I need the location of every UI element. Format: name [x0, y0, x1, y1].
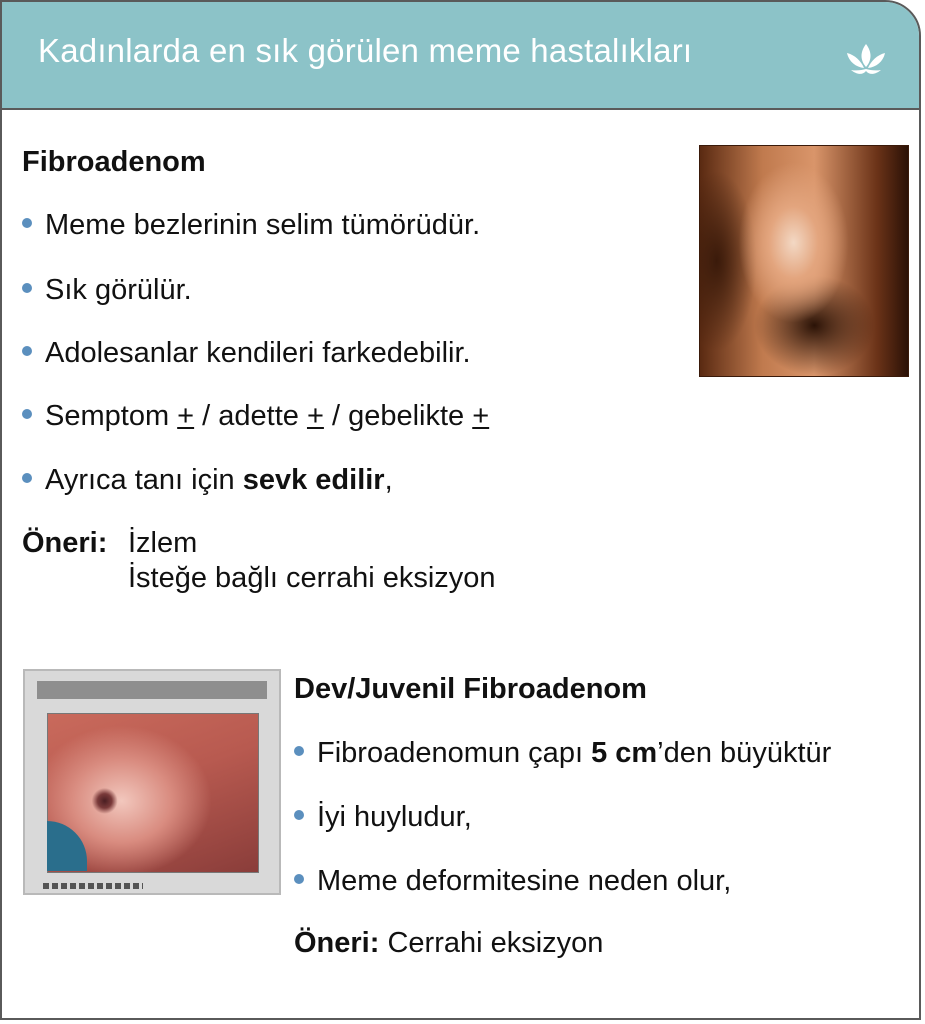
bullet-dot-icon: [294, 874, 304, 884]
section-title-fibroadenom: Fibroadenom: [22, 146, 206, 178]
recommendation-label: Öneri:: [22, 527, 108, 559]
list-item-size: Fibroadenomun çapı 5 cm’den büyüktür: [294, 737, 831, 770]
page-title: Kadınlarda en sık görülen meme hastalıkları: [38, 32, 693, 69]
photo-frame-bar: [37, 681, 267, 699]
recommendation-juvenil: [294, 927, 603, 960]
fibroadenoma-photo: [699, 145, 909, 377]
list-item: Adolesanlar kendileri farkedebilir.: [22, 337, 471, 370]
juvenile-fibroadenoma-photo-frame: [23, 669, 281, 895]
list-item: Meme bezlerinin selim tümörüdür.: [22, 209, 480, 242]
recommendation-fibroadenom: [22, 527, 496, 594]
bullet-dot-icon: [22, 346, 32, 356]
list-item-referral: Ayrıca tanı için sevk edilir,: [22, 464, 393, 497]
list-item: Meme deformitesine neden olur,: [294, 865, 731, 898]
recommendation-text: Cerrahi eksizyon: [387, 927, 604, 959]
bullet-dot-icon: [22, 218, 32, 228]
bullet-dot-icon: [294, 746, 304, 756]
header-bar: [2, 2, 919, 110]
list-item: Sık görülür.: [22, 274, 192, 307]
photo-caption-strip: [43, 883, 143, 889]
bullet-dot-icon: [22, 473, 32, 483]
recommendation-line-1: İzlem: [128, 527, 198, 559]
bullet-dot-icon: [22, 409, 32, 419]
list-item-symptom: Semptom + / adette + / gebelikte +: [22, 400, 489, 433]
lotus-flower-icon: [843, 40, 889, 80]
bullet-dot-icon: [22, 283, 32, 293]
recommendation-line-2: İsteğe bağlı cerrahi eksizyon: [128, 562, 496, 594]
bullet-dot-icon: [294, 810, 304, 820]
recommendation-label: Öneri:: [294, 927, 380, 959]
list-item: İyi huyludur,: [294, 801, 472, 834]
section-title-juvenil: Dev/Juvenil Fibroadenom: [294, 673, 647, 705]
